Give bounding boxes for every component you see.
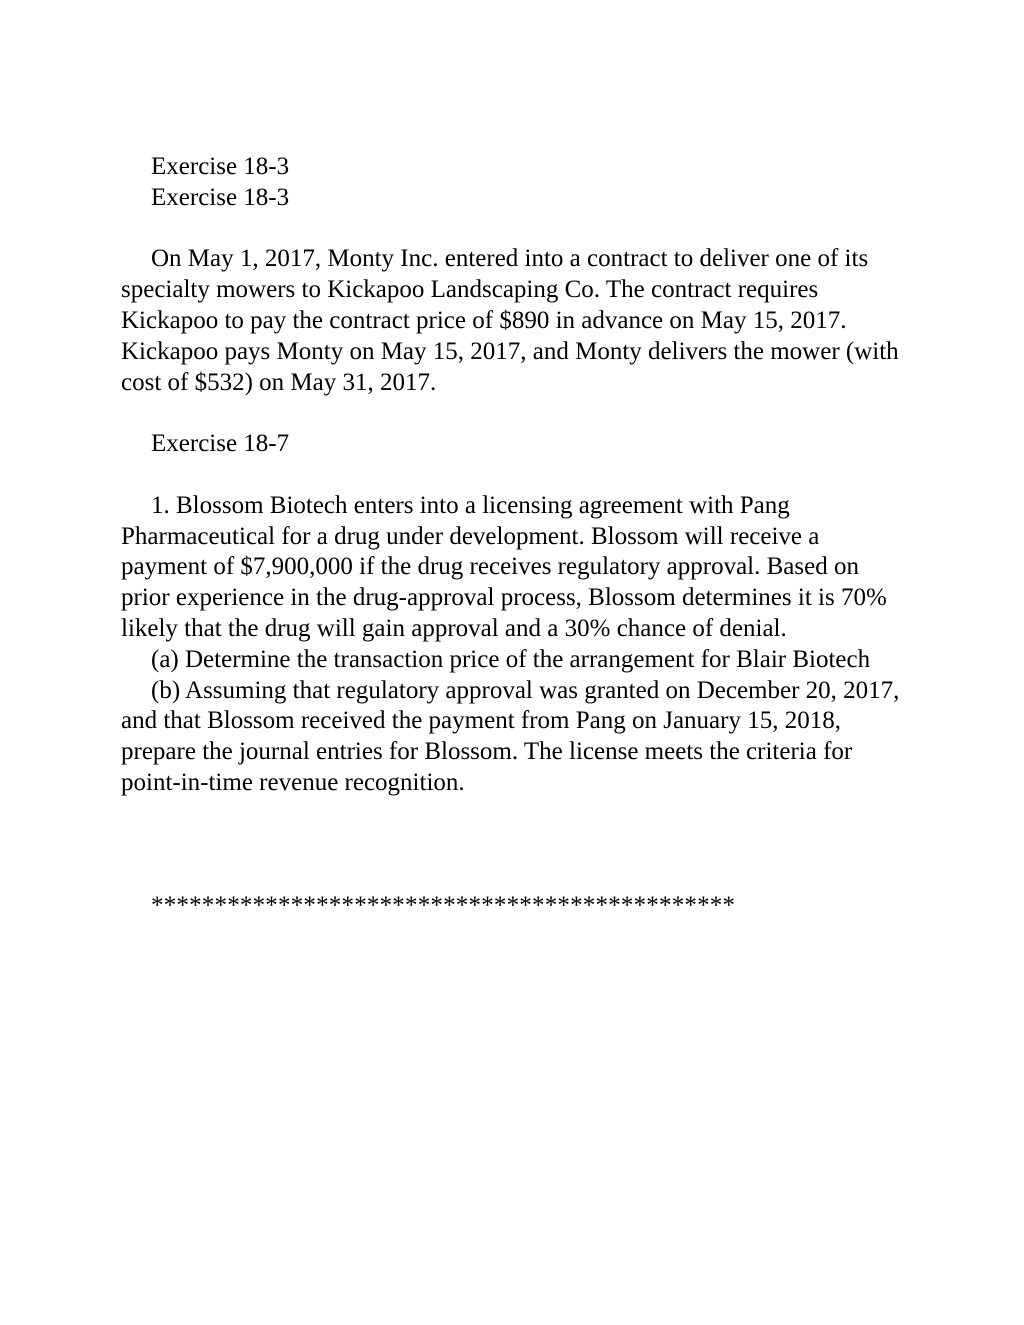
- asterisk-separator: **********************************************: [151, 892, 736, 920]
- heading-exercise-18-7: Exercise 18-7: [151, 430, 290, 458]
- exercise-18-7-item-1: 1. Blossom Biotech enters into a licensing agreement with Pang Pharmaceutical for a drug under development. Blossom will receive a payment of $7,900,000 if the drug receives regulatory approval. Based on prior experience in the drug-approval process, Blossom determines it is 70% likely that the drug will gain approval and a 30% chance of denial.: [121, 491, 887, 642]
- spacer: [121, 460, 911, 491]
- exercise-18-7-part-a: (a) Determine the transaction price of the arrangement for Blair Biotech: [151, 645, 871, 673]
- exercise-18-7-part-b: (b) Assuming that regulatory approval was granted on December 20, 2017, and that Blossom received the payment from Pang on January 15, 2018, prepare the journal entries for Blossom. The license meets the criteria for point-in-time revenue recognition.: [121, 676, 900, 796]
- heading-exercise-18-3-first: Exercise 18-3: [151, 153, 290, 180]
- spacer: [121, 398, 911, 429]
- heading-exercise-18-3-second: Exercise 18-3: [151, 183, 290, 211]
- document-page: [121, 152, 911, 922]
- exercise-18-3-paragraph: On May 1, 2017, Monty Inc. entered into a contract to deliver one of its specialty mowers to Kickapoo Landscaping Co. The contract requires Kickapoo to pay the contract price of $890 in advance on May 15, 2017. Kickapoo pays Monty on May 15, 2017, and Monty delivers the mower (with cost of $532) on May 31, 2017.: [121, 245, 899, 396]
- spacer: [121, 799, 911, 891]
- spacer: [121, 214, 911, 245]
